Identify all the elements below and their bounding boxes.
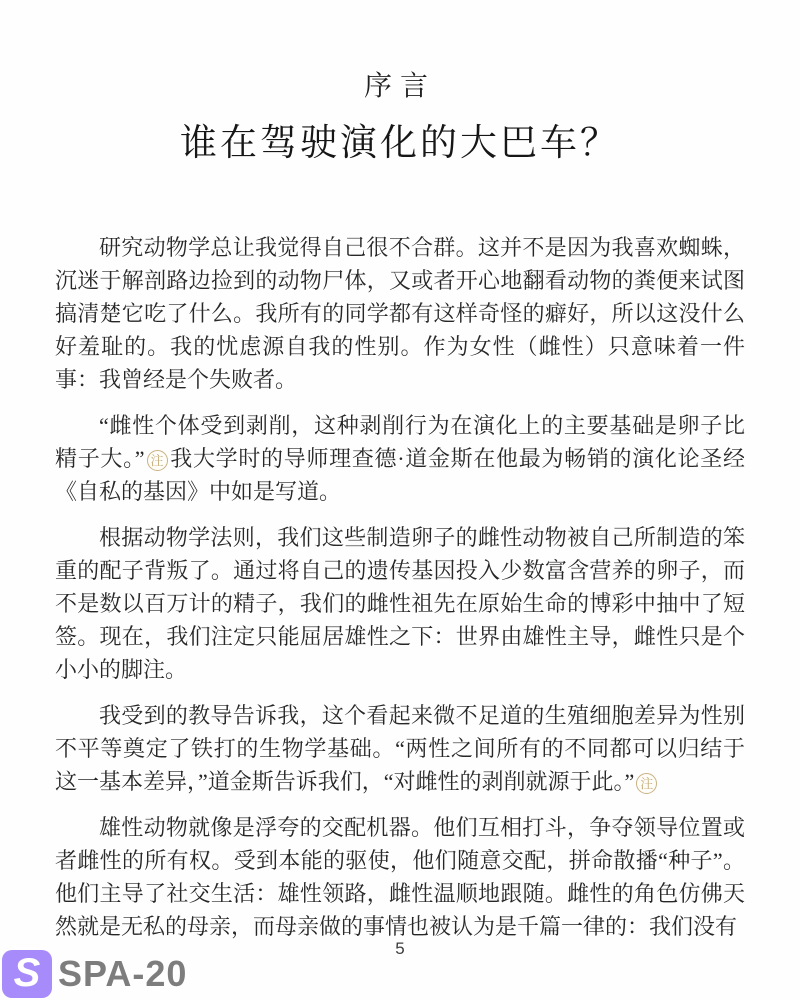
body-text <box>55 231 745 956</box>
paragraph-1: 研究动物学总让我觉得自己很不合群。这并不是因为我喜欢蜘蛛，沉迷于解剖路边捡到的动物尸体，又或者开心地翻看动物的粪便来试图搞清楚它吃了什么。我所有的同学都有这样奇怪的癖好，所以这没什么好羞耻的。我的忧虑源自我的性别。作为女性（雌性）只意味着一件事：我曾经是个失败者。 <box>55 235 745 392</box>
chapter-kicker: 序言 <box>363 71 436 102</box>
watermark-logo-icon: S <box>2 950 52 998</box>
page-number: 5 <box>395 939 405 958</box>
watermark <box>2 950 187 998</box>
paragraph-2-quote: “雌性个体受到剥削，这种剥削行为在演化上的主要基础是卵子比精子大。” <box>55 413 745 471</box>
paragraph-2 <box>55 409 745 508</box>
paragraph-3: 根据动物学法则，我们这些制造卵子的雌性动物被自己所制造的笨重的配子背叛了。通过将自己的遗传基因投入少数富含营养的卵子，而不是数以百万计的精子，我们的雌性祖先在原始生命的博彩中抽中了短签。现在，我们注定只能屈居雄性之下：世界由雄性主导，雌性只是个小小的脚注。 <box>55 525 745 682</box>
footnote-icon[interactable]: 注 <box>636 773 657 794</box>
paragraph-4-text: 我受到的教导告诉我，这个看起来微不足道的生殖细胞差异为性别不平等奠定了铁打的生物学基础。“两性之间所有的不同都可以归结于这一基本差异，”道金斯告诉我们，“对雌性的剥削就源于此。” <box>55 703 745 794</box>
chapter-title: 谁在驾驶演化的大巴车？ <box>180 123 620 164</box>
paragraph-4 <box>55 699 745 798</box>
paragraph-5: 雄性动物就像是浮夸的交配机器。他们互相打斗，争夺领导位置或者雌性的所有权。受到本能的驱使，他们随意交配，拼命散播“种子”。他们主导了社交生活：雄性领路，雌性温顺地跟随。雌性的角色仿佛天然就是无私的母亲，而母亲做的事情也被认为是千篇一律的：我们没有 <box>55 815 745 939</box>
watermark-label: SPA-20 <box>58 953 188 994</box>
paragraph-2-rest: 我大学时的导师理查德·道金斯在他最为畅销的演化论圣经《自私的基因》中如是写道。 <box>55 446 746 504</box>
footnote-icon[interactable]: 注 <box>147 450 168 471</box>
